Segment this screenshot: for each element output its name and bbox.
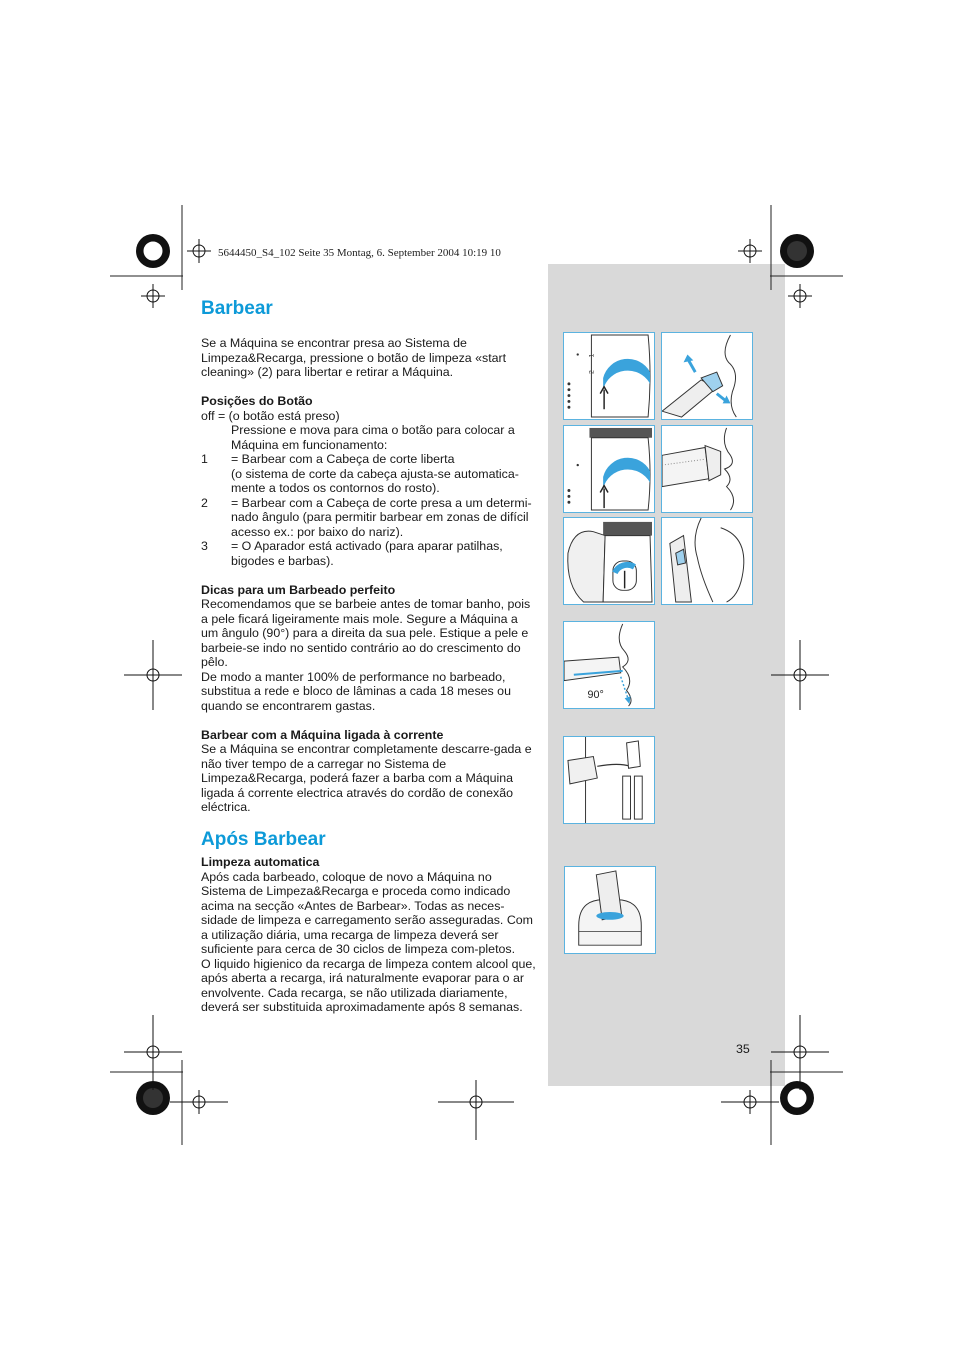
- position-text: = O Aparador está activado (para aparar patilhas, bigodes e barbas).: [231, 539, 503, 568]
- off-description: Pressione e mova para cima o botão para colocar a Máquina em funcionamento:: [231, 423, 515, 452]
- position-item: [201, 452, 536, 496]
- section-title-barbear: Barbear: [201, 298, 273, 319]
- position-key: 1: [201, 452, 208, 466]
- text-column: [201, 298, 536, 1015]
- figure-shaving-chin: [661, 332, 753, 420]
- figure-trimmer-position: [563, 517, 655, 605]
- position-item: [201, 539, 536, 568]
- figure-shaving-angle-90: [563, 621, 655, 709]
- figure-trimming-sideburns: [661, 517, 753, 605]
- figure-cleaning-station: [564, 866, 656, 954]
- figure-shaving-under-nose: [661, 425, 753, 513]
- switch-mark-1: 1: [588, 353, 596, 358]
- corded-paragraph: Se a Máquina se encontrar completamente descarre-gada e não tiver tempo de a carregar no Sistema de Limpeza&Recarga, poderá fazer a barba com a Máquina ligada á corrente electrica através do cordão de conexão eléctrica.: [201, 742, 532, 814]
- figure-corded-shaving: [563, 736, 655, 824]
- positions-heading: Posições do Botão: [201, 394, 313, 408]
- switch-mark-2: 2: [588, 370, 596, 375]
- position-text: = Barbear com a Cabeça de corte presa a um determi-nado ângulo (para permitir barbear em zonas de difícil acesso ex.: por baixo do nariz).: [231, 495, 532, 539]
- position-text: = Barbear com a Cabeça de corte liberta (o sistema de corte da cabeça ajusta-se automatica-mente a todos os contornos do rosto).: [231, 452, 519, 495]
- position-item: [201, 496, 536, 540]
- position-key: 2: [201, 495, 208, 510]
- cleaning-paragraph-2: O liquido higienico da recarga de limpeza contem alcool que, após aberta a recarga, irá naturalmente evaporar para o ar envolvente. Cada recarga, se não utilizada diariamente, deverá ser substituida aproximadamente após 8 semanas.: [201, 956, 536, 1014]
- off-line: off = (o botão está preso): [201, 408, 340, 423]
- intro-paragraph: Se a Máquina se encontrar presa ao Sistema de Limpeza&Recarga, pressione o botão de limpeza «start cleaning» (2) para libertar e retirar a Máquina.: [201, 336, 507, 379]
- page-number: 35: [736, 1042, 750, 1056]
- section-title-apos-barbear: Após Barbear: [201, 829, 326, 850]
- position-key: 3: [201, 539, 208, 553]
- cleaning-heading: Limpeza automatica: [201, 855, 320, 869]
- tips-paragraph: Recomendamos que se barbeie antes de tomar banho, pois a pele ficará ligeiramente mais mole. Segure a Máquina a um ângulo (90°) para a direita da sua pele. Estique a pele e barbeie-se indo no sentido contrário ao do crescimento do pêlo.: [201, 597, 531, 669]
- angle-label: 90°: [587, 689, 604, 702]
- corded-heading: Barbear com a Máquina ligada à corrente: [201, 727, 444, 742]
- print-header-line: 5644450_S4_102 Seite 35 Montag, 6. September 2004 10:19 10: [218, 247, 501, 259]
- tips-heading: Dicas para um Barbeado perfeito: [201, 582, 396, 597]
- tips-paragraph-2: De modo a manter 100% de performance no barbeado, substitua a rede e bloco de lâminas a cada 18 meses ou quando se encontrarem gastas.: [201, 669, 511, 713]
- figure-switch-position-2: [563, 425, 655, 513]
- figure-switch-position-1: [563, 332, 655, 420]
- position-subtext: (o sistema de corte da cabeça ajusta-se automatica-mente a todos os contornos do rosto).: [231, 466, 519, 495]
- cleaning-paragraph: Após cada barbeado, coloque de novo a Máquina no Sistema de Limpeza&Recarga e proceda como indicado acima na secção «Antes de Barbear». Todas as neces-sidade de limpeza e carregamento serão asseguradas. Com a utilização diária, uma recarga de limpeza deverá ser suficiente para cerca de 30 ciclos de limpeza com-pletos.: [201, 869, 533, 956]
